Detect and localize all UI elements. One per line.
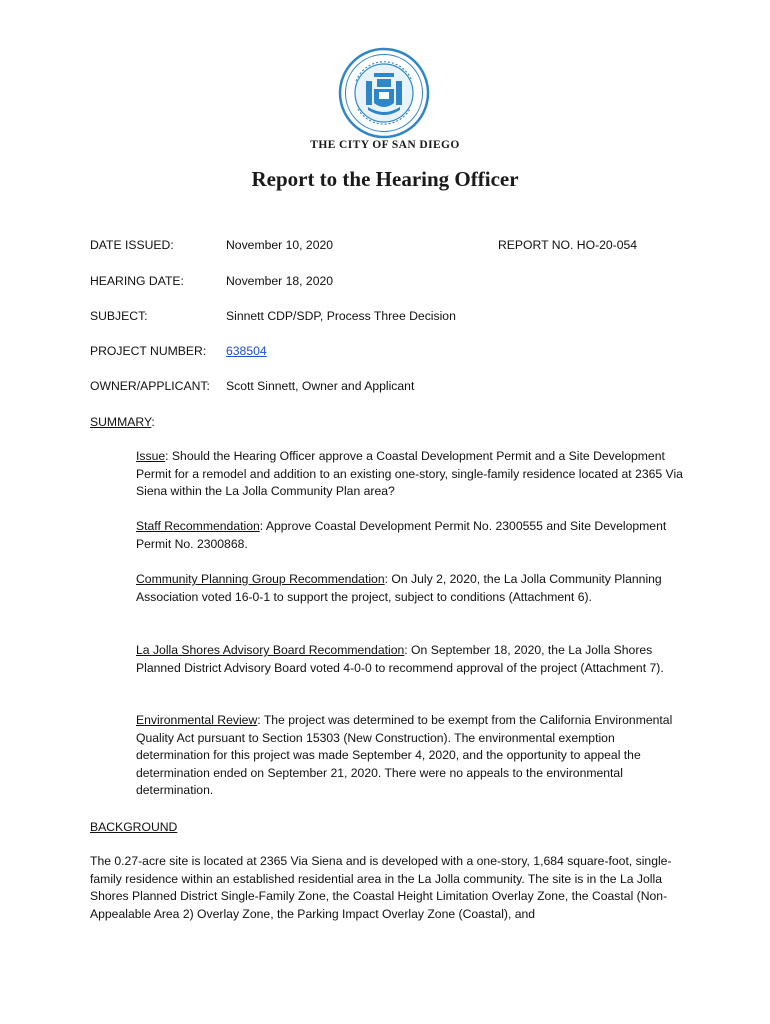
advisory-recommendation-text: : On September 18, 2020, the La Jolla Shores Planned District Advisory Board voted 4-0-0 to recommend approval of the project (Attachment 7). (136, 643, 664, 675)
summary-advisory-recommendation (136, 642, 686, 677)
subject-value: Sinnett CDP/SDP, Process Three Decision (226, 309, 456, 323)
date-issued-label: DATE ISSUED: (90, 238, 174, 252)
hearing-date-value: November 18, 2020 (226, 274, 334, 288)
city-name: THE CITY OF SAN DIEGO (310, 139, 460, 151)
background-text: The 0.27-acre site is located at 2365 Via Siena and is developed with a one-story, 1,684 square-foot, single-family residence within an established residential area in the La Jolla community. The site is in the La Jolla Shores Planned District Single-Family Zone, the Coastal Height Limitation Overlay Zone, the Coastal (Non-Appealable Area 2) Overlay Zone, the Parking Impact Overlay Zone (Coastal), and (90, 854, 672, 921)
cpg-recommendation-label: Community Planning Group Recommendation (136, 572, 385, 586)
environmental-review-label: Environmental Review (136, 713, 258, 727)
city-seal-icon (338, 47, 430, 139)
project-number-link[interactable]: 638504 (226, 344, 267, 358)
summary-staff-recommendation (136, 518, 686, 553)
summary-issue (136, 448, 686, 501)
staff-recommendation-text: : Approve Coastal Development Permit No. 2300555 and Site Development Permit No. 2300868. (136, 519, 667, 551)
background-heading-text: BACKGROUND (90, 820, 178, 834)
summary-heading-colon: : (151, 415, 155, 429)
report-title: Report to the Hearing Officer (251, 167, 519, 191)
owner-label: OWNER/APPLICANT: (90, 379, 210, 393)
advisory-recommendation-label: La Jolla Shores Advisory Board Recommendation (136, 643, 405, 657)
cpg-recommendation-text: : On July 2, 2020, the La Jolla Community Planning Association voted 16-0-1 to support the project, subject to conditions (Attachment 6). (136, 572, 662, 604)
issue-text: : Should the Hearing Officer approve a Coastal Development Permit and a Site Development Permit for a remodel and addition to an existing one-story, single-family residence located at 2365 Via Siena within the La Jolla Community Plan area? (136, 449, 683, 499)
summary-heading (90, 413, 155, 431)
owner-value: Scott Sinnett, Owner and Applicant (226, 379, 415, 393)
summary-environmental-review (136, 712, 686, 800)
subject-label: SUBJECT: (90, 309, 148, 323)
issue-label: Issue (136, 449, 166, 463)
staff-recommendation-label: Staff Recommendation (136, 519, 260, 533)
summary-heading-text: SUMMARY (90, 415, 152, 429)
project-number-label: PROJECT NUMBER: (90, 344, 207, 358)
date-issued-value: November 10, 2020 (226, 238, 334, 252)
report-number: REPORT NO. HO-20-054 (498, 238, 638, 252)
summary-cpg-recommendation (136, 571, 686, 606)
hearing-date-label: HEARING DATE: (90, 274, 184, 288)
background-heading (90, 818, 177, 836)
environmental-review-text: : The project was determined to be exempt from the California Environmental Quality Act pursuant to Section 15303 (New Construction). The environmental exemption determination for this project was made September 4, 2020, and the opportunity to appeal the determination ended on September 21, 2020. There were no appeals to the environmental determination. (136, 713, 673, 798)
